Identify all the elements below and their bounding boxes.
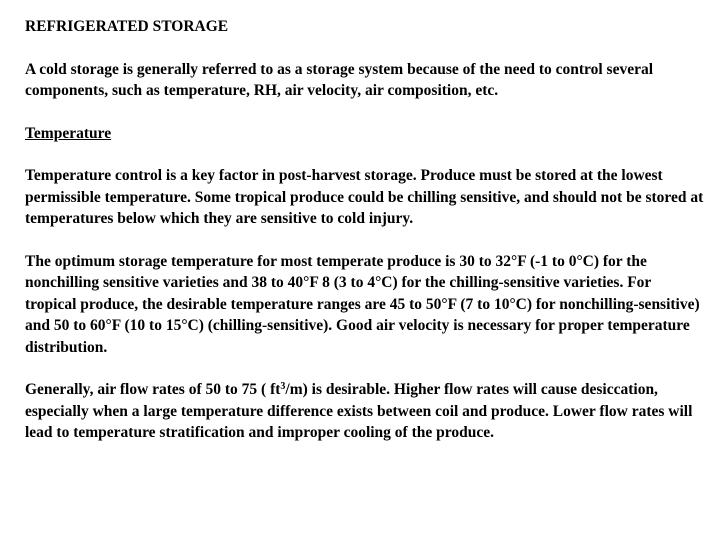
airflow-text-end: /m) is desirable. Higher flow rates will cause desiccation, especially when a large temperature difference exists between coil and produce. Lower flow rates will lead to temperature stratification and improper cooling of the produce. bbox=[25, 381, 693, 441]
airflow-text-start: Generally, air flow rates of 50 to 75 ( ft bbox=[25, 381, 281, 398]
document-title: REFRIGERATED STORAGE bbox=[25, 18, 229, 35]
section-heading-temperature: Temperature bbox=[25, 124, 112, 142]
airflow-paragraph bbox=[25, 379, 705, 444]
intro-paragraph: A cold storage is generally referred to as a storage system because of the need to control several components, such as temperature, RH, air velocity, air composition, etc. bbox=[25, 60, 654, 99]
document-page bbox=[25, 16, 705, 465]
airflow-superscript: 3 bbox=[280, 381, 286, 392]
temperature-paragraph-1: Temperature control is a key factor in post-harvest storage. Produce must be stored at the lowest permissible temperature. Some tropical produce could be chilling sensitive, and should not be stored at temperatures below which they are sensitive to cold injury. bbox=[25, 167, 704, 227]
temperature-paragraph-2: The optimum storage temperature for most temperate produce is 30 to 32°F (-1 to 0°C) for the nonchilling sensitive varieties and 38 to 40°F 8 (3 to 4°C) for the chilling-sensitive varieties. For tropical produce, the desirable temperature ranges are 45 to 50°F (7 to 10°C) for nonchilling-sensitive) and 50 to 60°F (10 to 15°C) (chilling-sensitive). Good air velocity is necessary for proper temperature distribution. bbox=[25, 252, 700, 356]
